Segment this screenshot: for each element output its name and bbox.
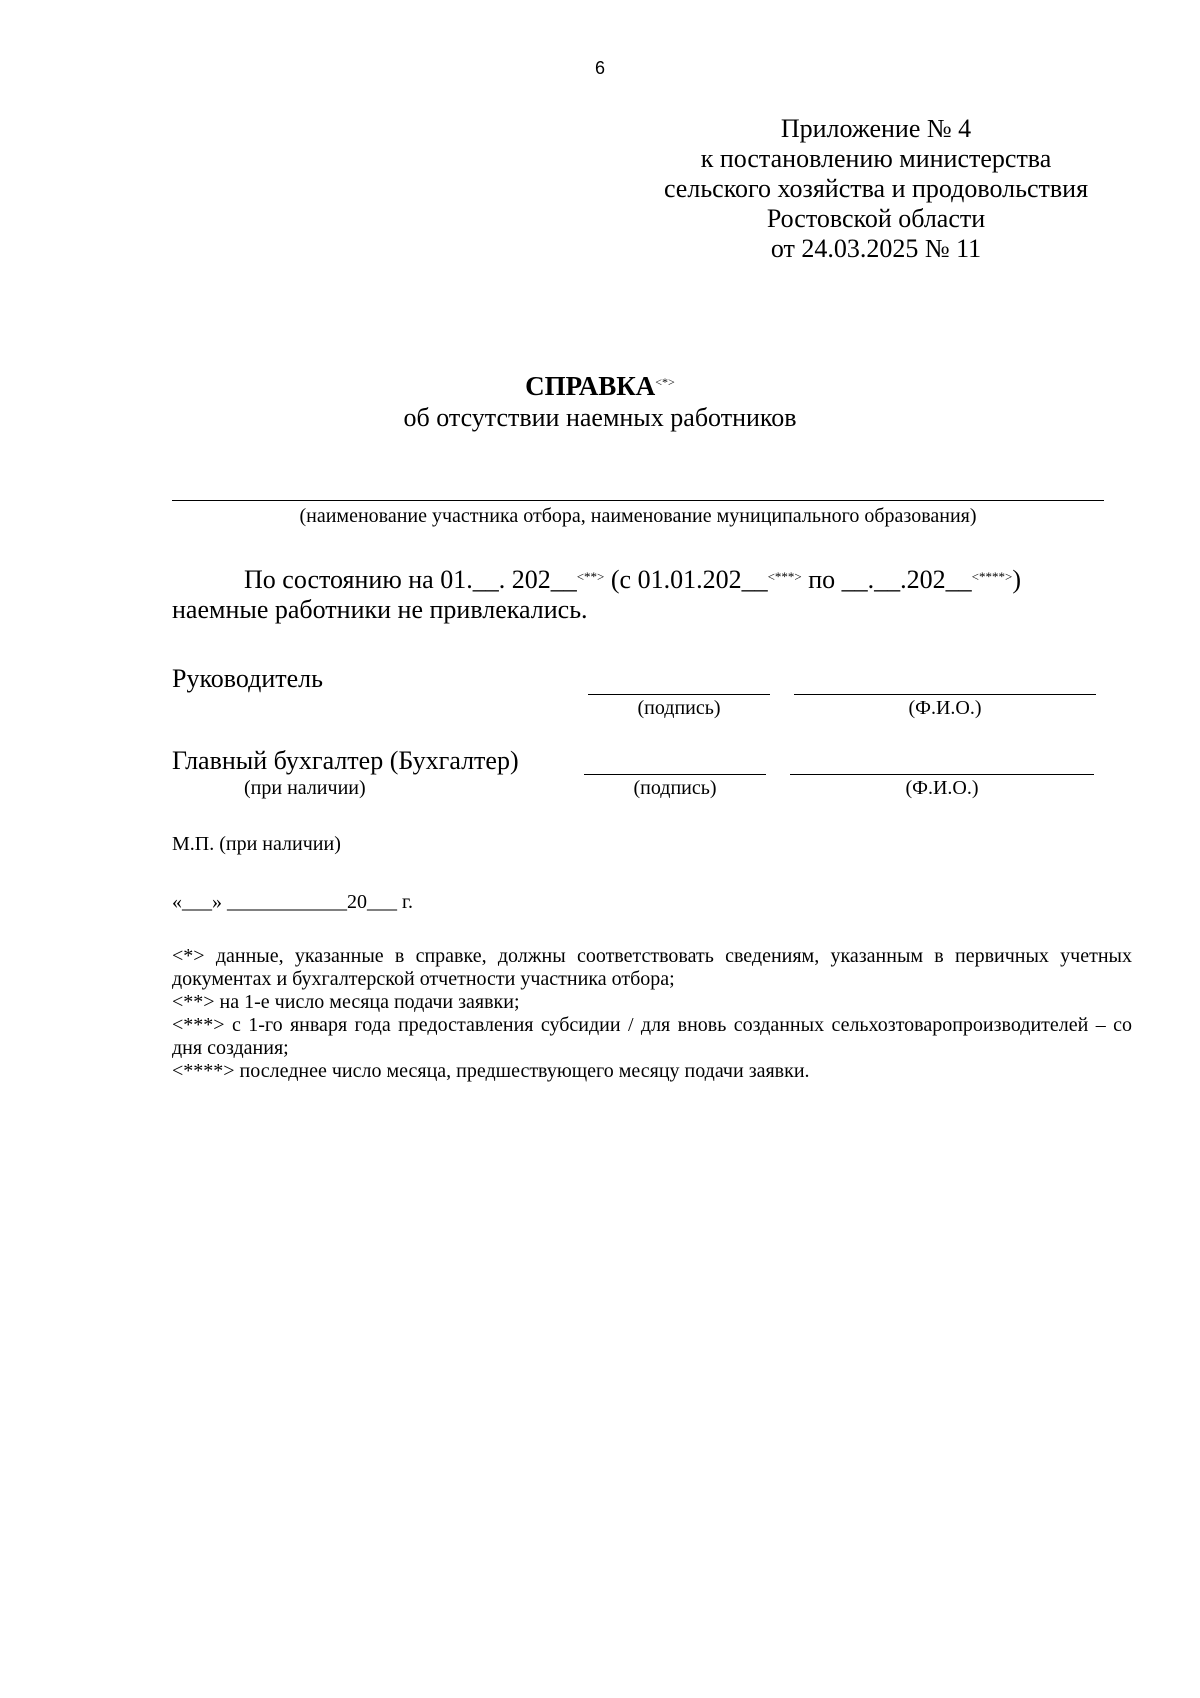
signature-caption: (подпись) bbox=[633, 777, 717, 799]
appendix-line: от 24.03.2025 № 11 bbox=[770, 234, 982, 263]
status-line bbox=[172, 565, 1132, 595]
status-text: ) bbox=[1012, 565, 1022, 594]
org-name-fill-line[interactable] bbox=[172, 500, 1104, 501]
head-fio-line[interactable] bbox=[794, 694, 1096, 695]
document-title bbox=[0, 370, 1200, 402]
footnote: <***> с 1-го января года предоставления субсидии / для вновь созданных сельхозтоваропроизводителей – со дня создания; bbox=[172, 1014, 1132, 1059]
footnote-mark: <****> bbox=[971, 569, 1013, 584]
footnote-mark: <**> bbox=[576, 569, 605, 584]
signature-caption: (подпись) bbox=[637, 697, 721, 719]
document-title-block bbox=[0, 370, 1200, 434]
page-number: 6 bbox=[594, 58, 605, 78]
org-name-caption: (наименование участника отбора, наименование муниципального образования) bbox=[299, 505, 977, 527]
document-subtitle: об отсутствии наемных работников bbox=[403, 403, 797, 432]
status-text: по __.__.202__ bbox=[801, 565, 972, 594]
accountant-fio-line[interactable] bbox=[790, 774, 1094, 775]
appendix-line: сельского хозяйства и продовольствия bbox=[663, 174, 1089, 203]
stamp-place: М.П. (при наличии) bbox=[172, 833, 341, 855]
footnotes bbox=[172, 945, 1132, 1083]
footnote: <**> на 1-е число месяца подачи заявки; bbox=[172, 991, 520, 1013]
accountant-signature-line[interactable] bbox=[584, 774, 766, 775]
fio-caption: (Ф.И.О.) bbox=[905, 777, 979, 799]
document-title-text: СПРАВКА bbox=[525, 371, 656, 401]
date-line[interactable]: «___» ____________20___ г. bbox=[172, 891, 413, 913]
fio-caption: (Ф.И.О.) bbox=[908, 697, 982, 719]
head-label: Руководитель bbox=[172, 664, 323, 693]
head-signature-line[interactable] bbox=[588, 694, 770, 695]
status-text: По состоянию на 01.__. 202__ bbox=[244, 565, 577, 594]
status-text: (с 01.01.202__ bbox=[604, 565, 768, 594]
status-paragraph bbox=[172, 565, 1132, 625]
appendix-line: к постановлению министерства bbox=[700, 144, 1052, 173]
footnote: <****> последнее число месяца, предшествующего месяцу подачи заявки. bbox=[172, 1060, 810, 1082]
status-line: наемные работники не привлекались. bbox=[172, 595, 588, 624]
appendix-header bbox=[620, 114, 1132, 264]
footnote-mark: <***> bbox=[767, 569, 802, 584]
appendix-line: Ростовской области bbox=[766, 204, 986, 233]
accountant-sub-caption: (при наличии) bbox=[244, 777, 366, 799]
footnote: <*> данные, указанные в справке, должны соответствовать сведениям, указанным в первичных учетных документах и бухгалтерской отчетности участника отбора; bbox=[172, 945, 1132, 990]
footnote-mark: <*> bbox=[655, 375, 675, 389]
appendix-line: Приложение № 4 bbox=[780, 114, 972, 143]
accountant-label: Главный бухгалтер (Бухгалтер) bbox=[172, 746, 519, 775]
